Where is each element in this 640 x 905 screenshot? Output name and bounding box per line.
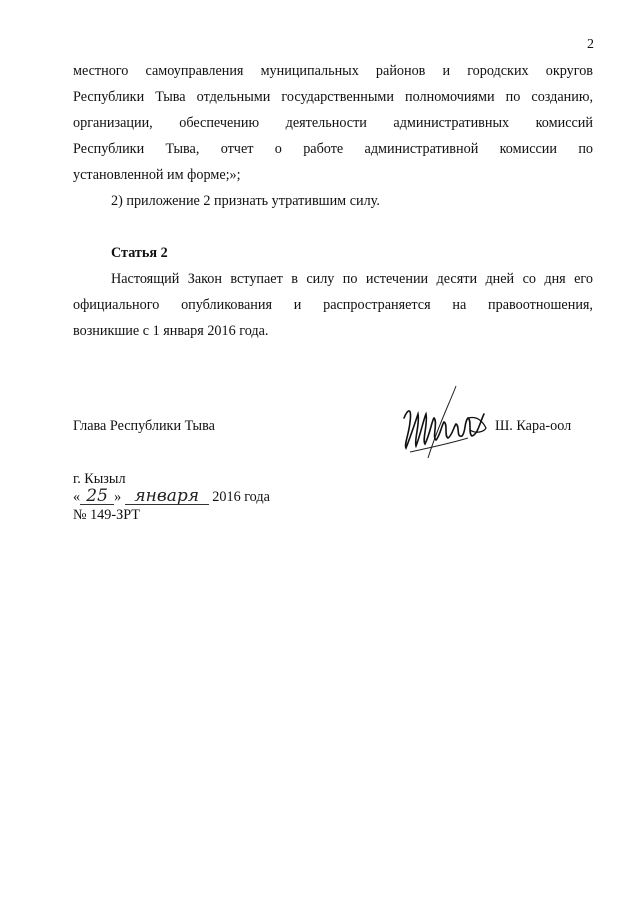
word: правоотношения, <box>488 297 593 313</box>
text-line <box>73 292 593 318</box>
page-number: 2 <box>587 37 594 52</box>
word: Республики <box>73 89 145 105</box>
signing-place: г. Кызыл <box>73 471 126 487</box>
text-line <box>73 110 593 136</box>
word: Закон <box>187 271 222 287</box>
word: муниципальных <box>260 63 359 79</box>
word: полномочиями <box>405 89 495 105</box>
word: распространяется <box>323 297 431 313</box>
text-line <box>73 58 593 84</box>
word: и <box>442 63 451 79</box>
word: по <box>505 89 521 105</box>
item-2: 2) приложение 2 признать утратившим силу. <box>111 193 380 209</box>
signatory-position: Глава Республики Тыва <box>73 418 215 434</box>
word: официального <box>73 297 160 313</box>
word: вступает <box>230 271 283 287</box>
article-body <box>73 266 593 344</box>
word: Республики <box>73 141 145 157</box>
word: организации, <box>73 115 153 131</box>
word: комиссии <box>499 141 557 157</box>
handwritten-signature <box>398 378 490 466</box>
text-line <box>73 84 593 110</box>
paragraph-continuation <box>73 58 593 214</box>
article-title: Статья 2 <box>111 245 168 261</box>
date-year: 2016 года <box>212 489 270 505</box>
paragraph-lines <box>73 58 593 162</box>
word: по <box>342 271 358 287</box>
word: Тыва <box>155 89 186 105</box>
word: дня <box>544 271 566 287</box>
word: силу <box>306 271 335 287</box>
word: истечении <box>365 271 429 287</box>
word: административной <box>364 141 479 157</box>
word: государственными <box>281 89 394 105</box>
word: Настоящий <box>111 271 180 287</box>
article-lines <box>73 266 593 318</box>
word: о <box>274 141 282 157</box>
word: и <box>293 297 302 313</box>
word: опубликования <box>181 297 272 313</box>
article-last-line: возникшие с 1 января 2016 года. <box>73 323 269 339</box>
word: десяти <box>436 271 478 287</box>
text-line <box>73 136 593 162</box>
word: дней <box>485 271 515 287</box>
word: отдельными <box>196 89 271 105</box>
word: самоуправления <box>145 63 244 79</box>
word: работе <box>303 141 344 157</box>
law-number: № 149-ЗРТ <box>73 507 140 523</box>
word: округов <box>545 63 593 79</box>
word: по <box>578 141 593 157</box>
word: со <box>522 271 536 287</box>
paragraph-last-line: установленной им форме;»; <box>73 167 241 183</box>
word: обеспечению <box>179 115 260 131</box>
word: местного <box>73 63 129 79</box>
word: деятельности <box>285 115 367 131</box>
word: Тыва, <box>165 141 200 157</box>
word: его <box>574 271 593 287</box>
date-open-quote: « <box>73 489 81 505</box>
word: в <box>291 271 298 287</box>
word: районов <box>375 63 426 79</box>
signing-date <box>73 488 270 506</box>
text-line <box>73 266 593 292</box>
date-month-handwritten: января <box>125 489 209 505</box>
word: комиссий <box>535 115 593 131</box>
word: городских <box>467 63 529 79</box>
date-day-handwritten: 25 <box>80 489 114 505</box>
signatory-name: Ш. Кара-оол <box>495 418 572 434</box>
date-close-quote: » <box>114 489 122 505</box>
word: административных <box>393 115 510 131</box>
word: на <box>452 297 467 313</box>
word: созданию, <box>531 89 593 105</box>
word: отчет <box>220 141 254 157</box>
